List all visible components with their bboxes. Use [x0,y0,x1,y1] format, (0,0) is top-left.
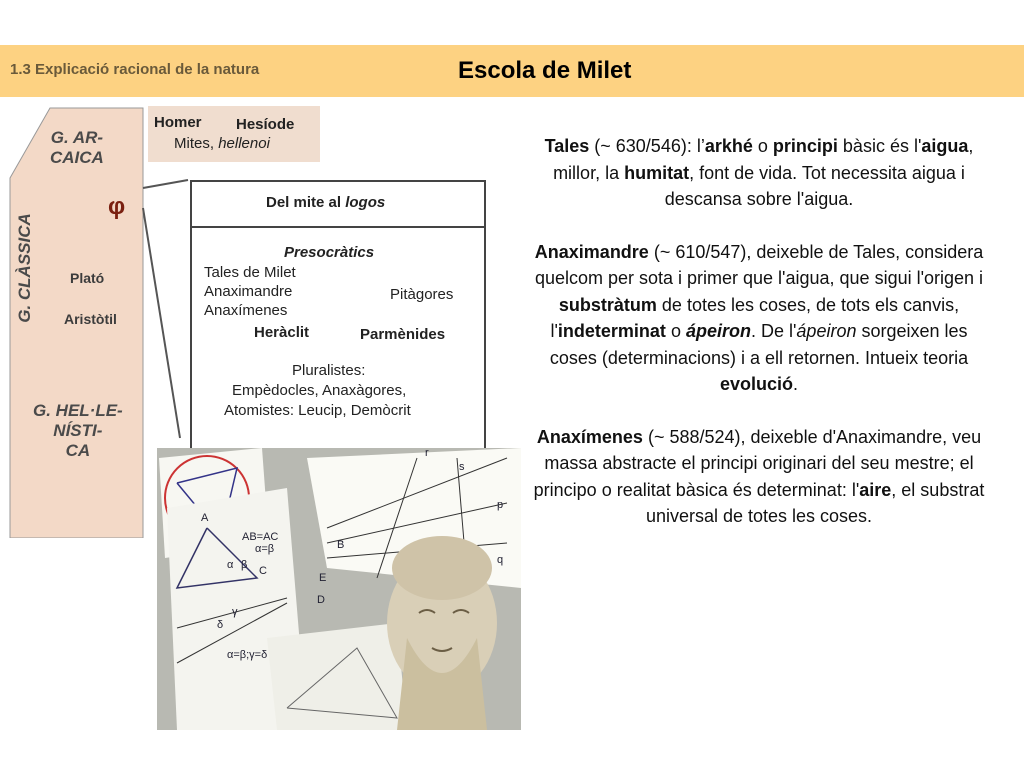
body-text [528,133,990,556]
text-span: (~ 630/546): l’ [589,136,705,156]
text-span: , font de vida. Tot necessita aigua i descansa sobre l'aigua. [664,162,965,209]
geometry-label: γ [232,606,238,618]
era-hellenistic-line2: NÍSTI- [53,421,103,440]
section-label: 1.3 Explicació racional de la natura [10,61,260,78]
myths-label [174,135,270,152]
thales-label: Tales de Milet [204,264,296,281]
text-span: (~ 610/547), deixeble de Tales, considera quelcom per sota i primer que l'aigua, que sigui l'origen i [534,241,984,288]
paragraph-anaximenes [528,424,990,530]
aigua-term: aigua [921,136,969,156]
homer-box [148,106,320,162]
geometry-label: E [319,572,327,584]
substratum-term: substràtum [558,294,657,315]
thales-geometry-collage [157,448,521,730]
text-span: , el substrat universal de totes les coses. [645,479,985,526]
era-classic: G. CLÀSSICA [14,213,34,323]
anaximander-name: Anaximandre [534,241,649,262]
geometry-label: C [259,565,267,577]
geometry-label: α=β [255,543,275,555]
humitat-term: humitat [624,162,690,183]
phi-symbol: φ [108,193,126,220]
paragraph-anaximander [528,239,990,398]
geometry-label: r [425,448,429,459]
aire-term: aire [859,479,892,500]
text-span: o [752,136,773,156]
text-span: . [793,374,799,394]
text-span: bàsic és l' [837,136,922,156]
geometry-label: AB=AC [242,531,279,543]
heraclitus-label: Heràclit [254,324,310,341]
myth-to-logos-row [192,182,484,228]
myths-prefix: Mites, [174,135,219,152]
geometry-label: δ [217,619,224,631]
apeiron-term-2: ápeiron [796,321,857,341]
era-hellenistic-line3: CA [65,441,91,460]
myth-to-logos [266,194,385,211]
geometry-label: α=β;γ=δ [227,649,268,661]
thales-name: Tales [544,136,590,156]
text-span: , millor, la [553,136,974,183]
geometry-label: α [227,559,234,571]
anaximenes-label: Anaxímenes [204,302,288,319]
aristotle-label: Aristòtil [64,311,117,327]
era-hellenistic-line1: G. HEL·LE- [33,401,123,420]
geometry-label: A [201,512,209,524]
parmenides-label: Parmènides [360,326,446,343]
text-span: . De l' [750,321,797,341]
geometry-label: p [497,499,504,511]
geometry-label: q [497,554,504,566]
presocratics-heading: Presocràtics [284,244,375,261]
myths-italic: hellenoi [218,135,270,152]
anaximander-label: Anaximandre [204,283,293,300]
collage-illustration [157,448,521,730]
paragraph-thales [528,133,990,213]
geometry-label: β [241,559,248,571]
geometry-label: D [317,594,325,606]
header-bar [0,45,1024,97]
era-hellenistic [33,401,123,461]
era-archaic-line2: CAICA [50,148,104,167]
geometry-label: s [459,461,465,473]
pluralists-label: Pluralistes: [292,362,366,379]
myth-to-logos-italic: logos [345,194,386,211]
indeterminat-term: indeterminat [557,321,666,341]
apeiron-term: ápeiron [685,321,751,341]
text-span: sorgeixen les coses (determinacions) i a ell retornen. Intueix teoria [549,321,969,368]
pythagoras-label: Pitàgores [390,286,454,303]
homer-label: Homer [154,114,202,131]
arkhe-term: arkhé [704,136,753,156]
era-archaic [50,128,104,168]
text-span: de totes les coses, de tots els canvis, l' [550,294,960,341]
geometry-label: B [337,539,345,551]
era-archaic-line1: G. AR- [50,128,104,147]
hesiod-label: Hesíode [236,116,295,133]
anaximenes-name: Anaxímenes [536,426,643,447]
text-span: o [665,321,686,341]
page-title: Escola de Milet [458,57,632,84]
evolucio-term: evolució [719,374,793,394]
text-span: (~ 588/524), deixeble d'Anaximandre, veu massa abstracte el principi originari del seu mestre; el principo o realitat bàsica és determinat: l' [533,426,982,500]
principi-term: principi [772,136,838,156]
pluralists-line2: Empèdocles, Anaxàgores, [232,382,407,399]
plato-label: Plató [70,270,105,286]
myth-to-logos-prefix: Del mite al [266,194,346,211]
pluralists-line3: Atomistes: Leucip, Demòcrit [224,402,411,419]
